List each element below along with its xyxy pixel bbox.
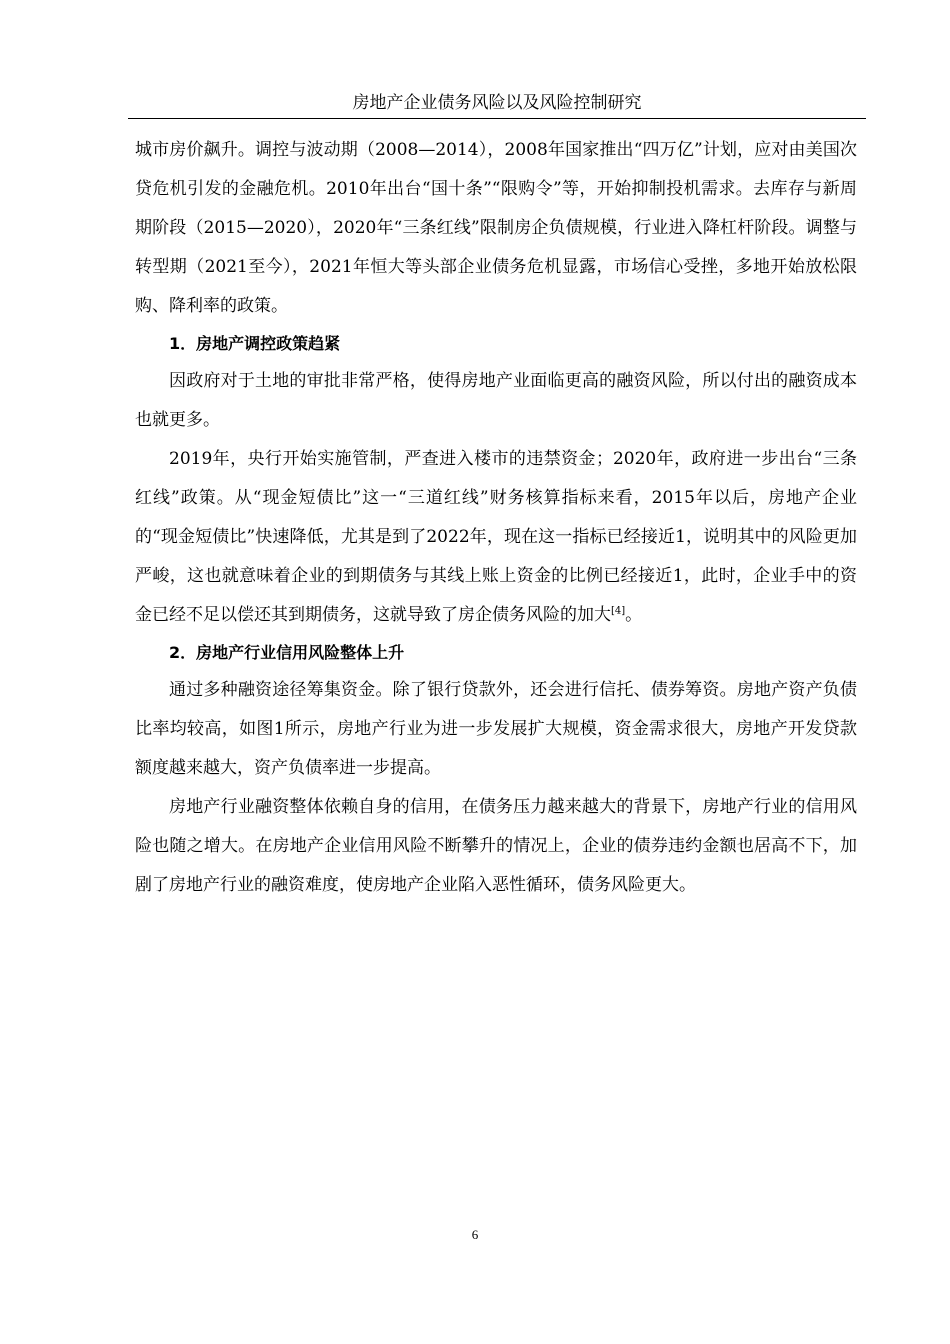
paragraph-with-citation xyxy=(135,440,857,635)
paragraph: 通过多种融资途径筹集资金。除了银行贷款外，还会进行信托、债券筹资。房地产资产负债比率均较高，如图1所示，房地产行业为进一步发展扩大规模，资金需求很大，房地产开发贷款额度越来越大，资产负债率进一步提高。 xyxy=(135,680,857,778)
body-text xyxy=(135,131,857,905)
section-heading-2: 2．房地产行业信用风险整体上升 xyxy=(169,643,405,662)
paragraph-end: 。 xyxy=(625,605,643,625)
section-heading-1: 1．房地产调控政策趋紧 xyxy=(169,334,341,353)
page-number: 6 xyxy=(471,1227,479,1242)
running-header: 房地产企业债务风险以及风险控制研究 xyxy=(128,90,866,119)
paragraph-continued: 城市房价飙升。调控与波动期（2008—2014），2008年国家推出“四万亿”计划，应对由美国次贷危机引发的金融危机。2010年出台“国十条”“限购令”等，开始抑制投机需求。去库存与新周期阶段（2015—2020），2020年“三条红线”限制房企负债规模，行业进入降杠杆阶段。调整与转型期（2021至今），2021年恒大等头部企业债务危机显露，市场信心受挫，多地开始放松限购、降利率的政策。 xyxy=(135,140,857,316)
paragraph-text: 2019年，央行开始实施管制，严查进入楼市的违禁资金；2020年，政府进一步出台“三条红线”政策。从“现金短债比”这一“三道红线”财务核算指标来看，2015年以后，房地产企业的“现金短债比”快速降低，尤其是到了2022年，现在这一指标已经接近1，说明其中的风险更加严峻，这也就意味着企业的到期债务与其线上账上资金的比例已经接近1，此时，企业手中的资金已经不足以偿还其到期债务，这就导致了房企债务风险的加大 xyxy=(135,449,857,625)
paragraph: 因政府对于土地的审批非常严格，使得房地产业面临更高的融资风险，所以付出的融资成本也就更多。 xyxy=(135,371,857,430)
paragraph: 房地产行业融资整体依赖自身的信用，在债务压力越来越大的背景下，房地产行业的信用风险也随之增大。在房地产企业信用风险不断攀升的情况上，企业的债券违约金额也居高不下，加剧了房地产行业的融资难度，使房地产企业陷入恶性循环，债务风险更大。 xyxy=(135,797,857,895)
citation-reference: [4] xyxy=(611,605,626,617)
